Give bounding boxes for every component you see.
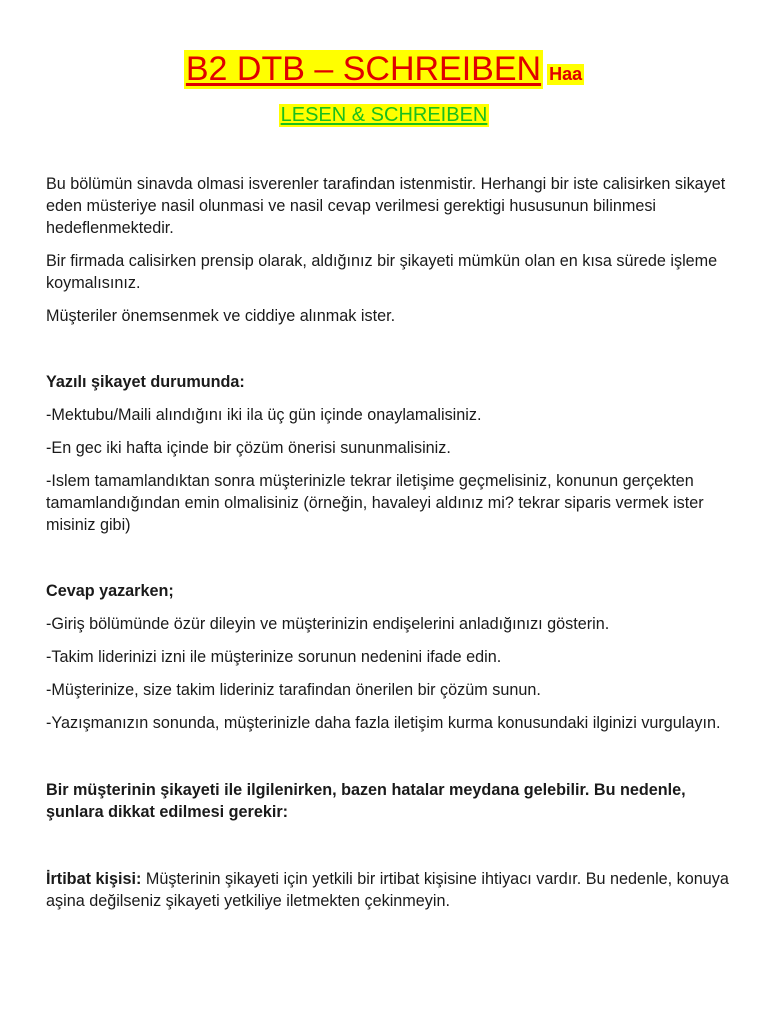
list-item: -Müşterinize, size takim lideriniz tarafindan önerilen bir çözüm sunun. xyxy=(46,681,541,699)
section-heading-when-answering: Cevap yazarken; xyxy=(46,582,174,600)
contact-person-text: Müşterinin şikayeti için yetkili bir irtibat kişisine ihtiyacı vardır. Bu nedenle, konuya aşina değilseniz şikayeti yetkiliye iletmekten çekinmeyin. xyxy=(46,870,729,910)
list-item: -Giriş bölümünde özür dileyin ve müşterinizin endişelerini anladığınızı gösterin. xyxy=(46,615,610,633)
intro-paragraph-1: Bu bölümün sinavda olmasi isverenler tarafindan istenmistir. Herhangi bir iste calisirken sikayet eden müsteriye nasil olunmasi ve nasil cevap verilmesi gerektigi hususunun bilinmesi hedeflenmektedir. xyxy=(46,175,726,237)
title-row xyxy=(0,50,768,89)
spacer xyxy=(46,338,736,371)
page-title: B2 DTB – SCHREIBEN xyxy=(185,50,542,88)
contact-person-label: İrtibat kişisi: xyxy=(46,870,142,888)
list-item: -En gec iki hafta içinde bir çözüm önerisi sununmalisiniz. xyxy=(46,439,451,457)
section-heading-written-complaint: Yazılı şikayet durumunda: xyxy=(46,373,245,391)
list-item: -Mektubu/Maili alındığını iki ila üç gün içinde onaylamalisiniz. xyxy=(46,406,482,424)
warning-paragraph: Bir müşterinin şikayeti ile ilgilenirken, bazen hatalar meydana gelebilir. Bu nedenle, şunlara dikkat edilmesi gerekir: xyxy=(46,781,686,821)
document-body xyxy=(46,173,736,923)
subtitle-row xyxy=(0,104,768,127)
spacer xyxy=(46,745,736,779)
spacer xyxy=(46,547,736,580)
spacer xyxy=(46,834,736,868)
list-item: -Islem tamamlandıktan sonra müşterinizle tekrar iletişime geçmelisiniz, konunun gerçekten tamamlandığından emin olmalisiniz (örneğin, havaleyi aldınız mi? tekrar siparis vermek ister misiniz gibi) xyxy=(46,472,704,534)
list-item: -Yazışmanızın sonunda, müşterinizle daha fazla iletişim kurma konusundaki ilginizi vurgulayın. xyxy=(46,714,721,732)
intro-paragraph-3: Müşteriler önemsenmek ve ciddiye alınmak ister. xyxy=(46,307,396,325)
list-item: -Takim liderinizi izni ile müşterinize sorunun nedenini ifade edin. xyxy=(46,648,502,666)
intro-paragraph-2: Bir firmada calisirken prensip olarak, aldığınız bir şikayeti mümkün olan en kısa sürede işleme koymalısınız. xyxy=(46,252,718,292)
contact-person-paragraph xyxy=(46,868,736,912)
page-subtitle: LESEN & SCHREIBEN xyxy=(280,104,488,126)
title-suffix: Haa xyxy=(549,64,583,84)
